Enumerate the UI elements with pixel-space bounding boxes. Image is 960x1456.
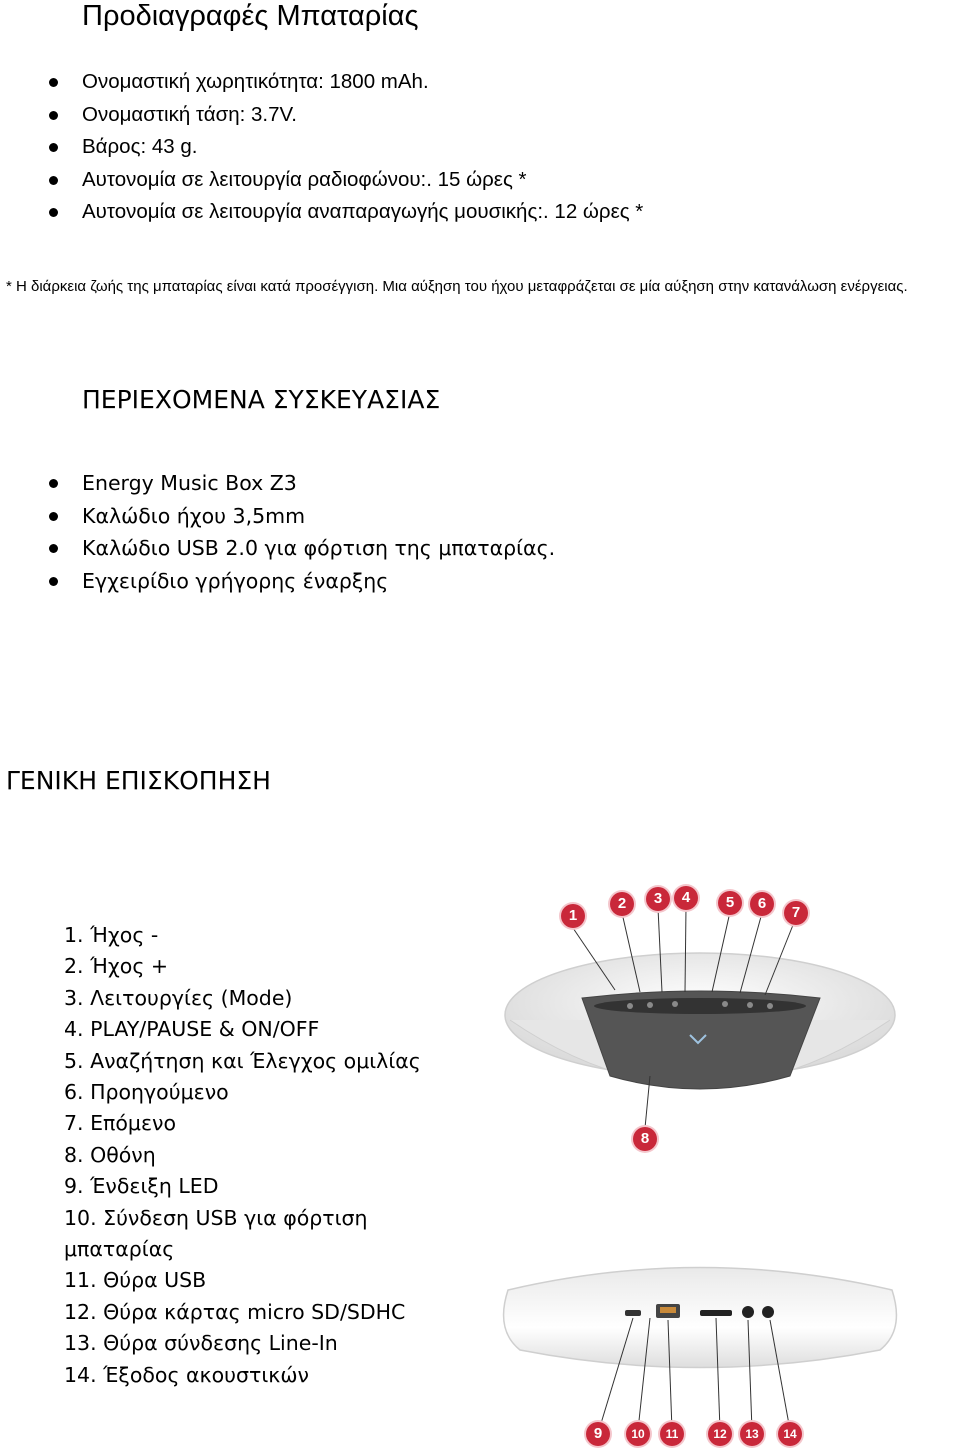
badge-12: 12 — [708, 1422, 732, 1446]
badge-5: 5 — [718, 891, 742, 915]
list-item: Ονομαστική χωρητικότητα: 1800 mAh. — [49, 66, 643, 99]
badge-7: 7 — [784, 901, 808, 925]
part-item: 2. Ήχος + — [64, 954, 169, 979]
badge-13: 13 — [740, 1422, 764, 1446]
part-item: 3. Λειτουργίες (Mode) — [64, 985, 293, 1010]
badge-11: 11 — [660, 1422, 684, 1446]
battery-specs-list — [49, 66, 643, 229]
badge-8: 8 — [633, 1127, 657, 1151]
part-item: 8. Οθόνη — [64, 1142, 156, 1167]
part-item: 10. Σύνδεση USB για φόρτιση μπαταρίας — [64, 1205, 368, 1262]
list-item: Εγχειρίδιο γρήγορης έναρξης — [49, 565, 555, 598]
badge-4: 4 — [674, 886, 698, 910]
part-item: 11. Θύρα USB — [64, 1268, 207, 1293]
badge-1: 1 — [561, 904, 585, 928]
speaker-top-illustration — [490, 880, 910, 1180]
package-contents-title: ΠΕΡΙΕΧΟΜΕΝΑ ΣΥΣΚΕΥΑΣΙΑΣ — [82, 385, 441, 414]
parts-list — [64, 920, 424, 1391]
list-item: Ονομαστική τάση: 3.7V. — [49, 99, 643, 132]
part-item: 12. Θύρα κάρτας micro SD/SDHC — [64, 1299, 406, 1324]
speaker-back-illustration — [490, 1250, 910, 1451]
badge-3: 3 — [646, 887, 670, 911]
list-item: Energy Music Box Z3 — [49, 467, 555, 500]
part-item: 6. Προηγούμενο — [64, 1080, 229, 1105]
part-item: 5. Αναζήτηση και Έλεγχος ομιλίας — [64, 1048, 421, 1073]
badge-14: 14 — [778, 1422, 802, 1446]
badge-9: 9 — [586, 1422, 610, 1446]
part-item: 1. Ήχος - — [64, 923, 159, 947]
list-item: Αυτονομία σε λειτουργία ραδιοφώνου:. 15 ώρες * — [49, 164, 643, 197]
package-contents-list — [49, 467, 555, 597]
speaker-back-view-image — [490, 1250, 910, 1451]
part-item: 13. Θύρα σύνδεσης Line-In — [64, 1331, 338, 1356]
battery-specs-title: Προδιαγραφές Μπαταρίας — [82, 0, 419, 32]
list-item: Καλώδιο USB 2.0 για φόρτιση της μπαταρίας. — [49, 532, 555, 565]
badge-6: 6 — [750, 892, 774, 916]
list-item: Βάρος: 43 g. — [49, 131, 643, 164]
part-item: 7. Επόμενο — [64, 1111, 177, 1136]
speaker-top-view-image — [490, 880, 910, 1180]
list-item: Αυτονομία σε λειτουργία αναπαραγωγής μουσικής:. 12 ώρες * — [49, 196, 643, 229]
badge-2: 2 — [610, 892, 634, 916]
battery-footnote: * Η διάρκεια ζωής της μπαταρίας είναι κατά προσέγγιση. Μια αύξηση του ήχου μεταφράζεται σε μία αύξηση στην κατανάλωση ενέργειας. — [6, 278, 908, 295]
list-item: Καλώδιο ήχου 3,5mm — [49, 500, 555, 533]
overview-title: ΓΕΝΙΚΗ ΕΠΙΣΚΟΠΗΣΗ — [6, 766, 271, 795]
part-item: 4. PLAY/PAUSE & ON/OFF — [64, 1017, 320, 1042]
part-item: 14. Έξοδος ακουστικών — [64, 1362, 309, 1387]
part-item: 9. Ένδειξη LED — [64, 1174, 219, 1199]
badge-10: 10 — [626, 1422, 650, 1446]
